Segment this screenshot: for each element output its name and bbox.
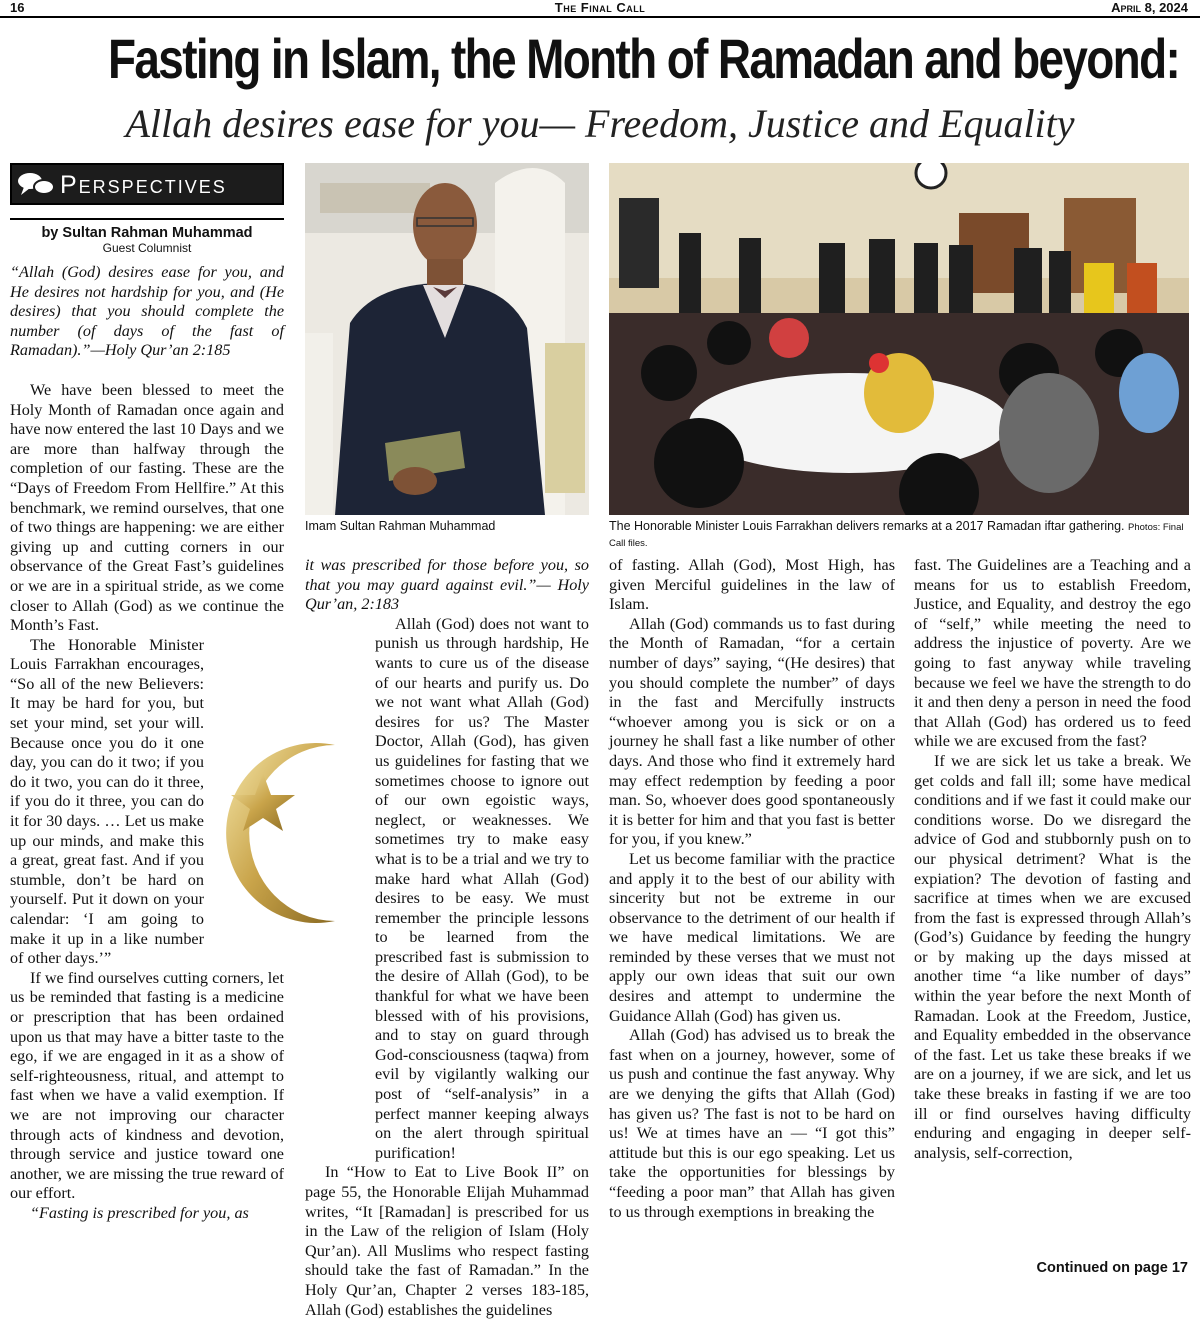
section-banner-label: Perspectives	[60, 171, 227, 199]
byline	[10, 218, 284, 255]
gathering-image	[609, 163, 1189, 515]
photo-caption-text: The Honorable Minister Louis Farrakhan delivers remarks at a 2017 Ramadan iftar gathering.	[609, 519, 1125, 533]
photo-caption-gathering	[609, 519, 1191, 551]
headline: Fasting in Islam, the Month of Ramadan and beyond:	[108, 27, 1180, 90]
header-rule	[0, 16, 1200, 18]
paragraph: We have been blessed to meet the Holy Month of Ramadan once again and have now entered the last 10 Days and we are more than halfway through the completion of our fasting. These are the “Days of Freedom From Hellfire.” At this benchmark, we remind ourselves, that one of two things are happening: we are either giving up and cutting corners in our observance of the Great Fast’s guidelines or we are in a spiritual stride, as we come closer to Allah (God) as we continue the Month’s Fast.	[10, 380, 284, 635]
section-banner	[10, 163, 284, 205]
crescent-star-icon	[205, 743, 345, 923]
issue-date: April 8, 2024	[1111, 0, 1188, 15]
page-number: 16	[10, 0, 25, 15]
photo-iftar-gathering	[609, 163, 1189, 515]
article-column-3	[609, 556, 895, 1222]
byline-role: Guest Columnist	[102, 241, 192, 255]
paragraph: of fasting. Allah (God), Most High, has given Merciful guidelines in the law of Islam.	[609, 556, 895, 614]
speech-bubbles-icon	[16, 171, 56, 199]
page-header	[0, 0, 1200, 16]
paragraph: Allah (God) commands us to fast during the Month of Ramadan, “for a certain number of days” saying, “(He desires) that you should complete the number” of days in the fast and Mercifully instructs “whoever among you is sick or on a journey he shall fast a like number of other days. And those who find it extremely hard may effect redemption by feeding a poor man. So, whoever does good spontaneously it is better for him and that you fast is better for you, if you knew.”	[609, 614, 895, 849]
photo-credit: Photos: Final Call files.	[609, 522, 1184, 549]
article-column-2	[305, 556, 589, 1320]
paragraph: it was prescribed for those before you, so that you may guard against evil.”— Holy Qur’an, 2:183	[305, 556, 589, 614]
paragraph: If we are sick let us take a break. We get colds and fall ill; some have medical conditions and if we fast it could make our conditions worse. Do we disregard the advice of God and stubbornly push on to our physical detriment? What is the expiation? The devotion of fasting and sacrifice at times when we are excused from the fast is expressed through Allah’s (God’s) Guidance by feeding the hungry or by making up the days missed at another time “a like number of days” within the year before the next Month of Ramadan. Look at the Freedom, Justice, and Equality embedded in the observance of the fast. Let us take these breaks if we are on a journey, if we are sick, and let us take these breaks in fasting if we are too ill or find ourselves having difficulty enduring and engaging in deeper self-analysis, self-correction,	[914, 751, 1191, 1162]
opening-quote: “Allah (God) desires ease for you, and He desires not hardship for you, and (He desires) that you should complete the number (of days of the fast of Ramadan).”—Holy Qur’an 2:185	[10, 263, 284, 360]
paragraph: In “How to Eat to Live Book II” on page 55, the Honorable Elijah Muhammad writes, “It [Ramadan] is prescribed for us in the Law of the religion of Islam (Holy Qur’an). All Muslims who respect fasting should take the fast of Ramadan.” In the Holy Qur’an, Chapter 2 verses 183-185, Allah (God) establishes the guidelines	[305, 1163, 589, 1319]
portrait-image	[305, 163, 589, 515]
photo-caption-portrait: Imam Sultan Rahman Muhammad	[305, 519, 496, 533]
publication-name: The Final Call	[554, 0, 646, 15]
subheadline: Allah desires ease for you— Freedom, Justice and Equality	[125, 101, 1075, 146]
photo-imam-portrait	[305, 163, 589, 515]
byline-author: by Sultan Rahman Muhammad	[41, 225, 253, 241]
paragraph: The Honorable Minister Louis Farrakhan encourages, “So all of the new Believers: It may be hard for you, but set your mind, set your will. Because once you do it one day, you can do it two; if you do it two, you can do it three, if you do it three, you can do it for 30 days. … Let us make up our minds, and make this a great, great fast. And if you stumble, don’t be hard on yourself. Put it down on your calendar: ‘I am going to make it up in a like number of other days.’”	[10, 635, 204, 968]
article-column-4	[914, 556, 1191, 1163]
paragraph: Allah (God) has advised us to break the fast when on a journey, however, some of us push and continue the fast anyway. Why are we denying the gifts that Allah (God) has given us? The fast is not to be hard on us! We at times have an — “I got this” attitude but this is our ego speaking. Let us take the opportunities for blessings by “feeding a poor man” that Allah has given to us through exemptions in breaking the	[609, 1026, 895, 1221]
paragraph: If we find ourselves cutting corners, let us be reminded that fasting is a medicine or prescription that has been ordained upon us that may have a bitter taste to the ego, if we are engaged in it as a show of self-righteousness, ritual, and attempt to fast when we have a valid exemption. If we are not improving our character through acts of kindness and devotion, through service and justice toward one another, we are missing the true reward of our effort.	[10, 968, 284, 1203]
paragraph: Allah (God) does not want to punish us through hardship, He wants to cure us of the disease of our hearts and purify us. Do we not want what Allah (God) desires for us? The Master Doctor, Allah (God), has given us guidelines for fasting that we sometimes choose to ignore out of our own egoistic ways, neglect, or weaknesses. We sometimes try to make easy what is to be a trial and we try to make hard what Allah (God) desires to be easy. We must remember the principle lessons to be learned from the prescribed fast is submission to the desire of Allah (God), to be thankful for what we have been blessed with of his provisions, and to stay on guard through God-consciousness (taqwa) from evil by vigilantly walking our post of “self-analysis” in a perfect manner keeping always on the alert through spiritual purification!	[375, 614, 589, 1162]
continued-notice: Continued on page 17	[1036, 1260, 1188, 1276]
paragraph: Let us become familiar with the practice and apply it to the best of our ability with sincerity but not be extreme in our observance to the detriment of our health if we have medical limitations. We are reminded by these verses that we must not apply our own ideas that suit our own desires and attempt to undermine the Guidance Allah (God) has given us.	[609, 849, 895, 1025]
paragraph: “Fasting is prescribed for you, as	[30, 1203, 249, 1222]
paragraph: fast. The Guidelines are a Teaching and a means for us to establish Freedom, Justice, and Equality, and destroy the ego of “self,” while meeting the need to address the injustice of poverty. Are we going to fast anyway while traveling because we feel we have the strength to do it and then deny a person in need the food that Allah (God) has ordered us to feed while we are excused from the fast?	[914, 556, 1191, 751]
